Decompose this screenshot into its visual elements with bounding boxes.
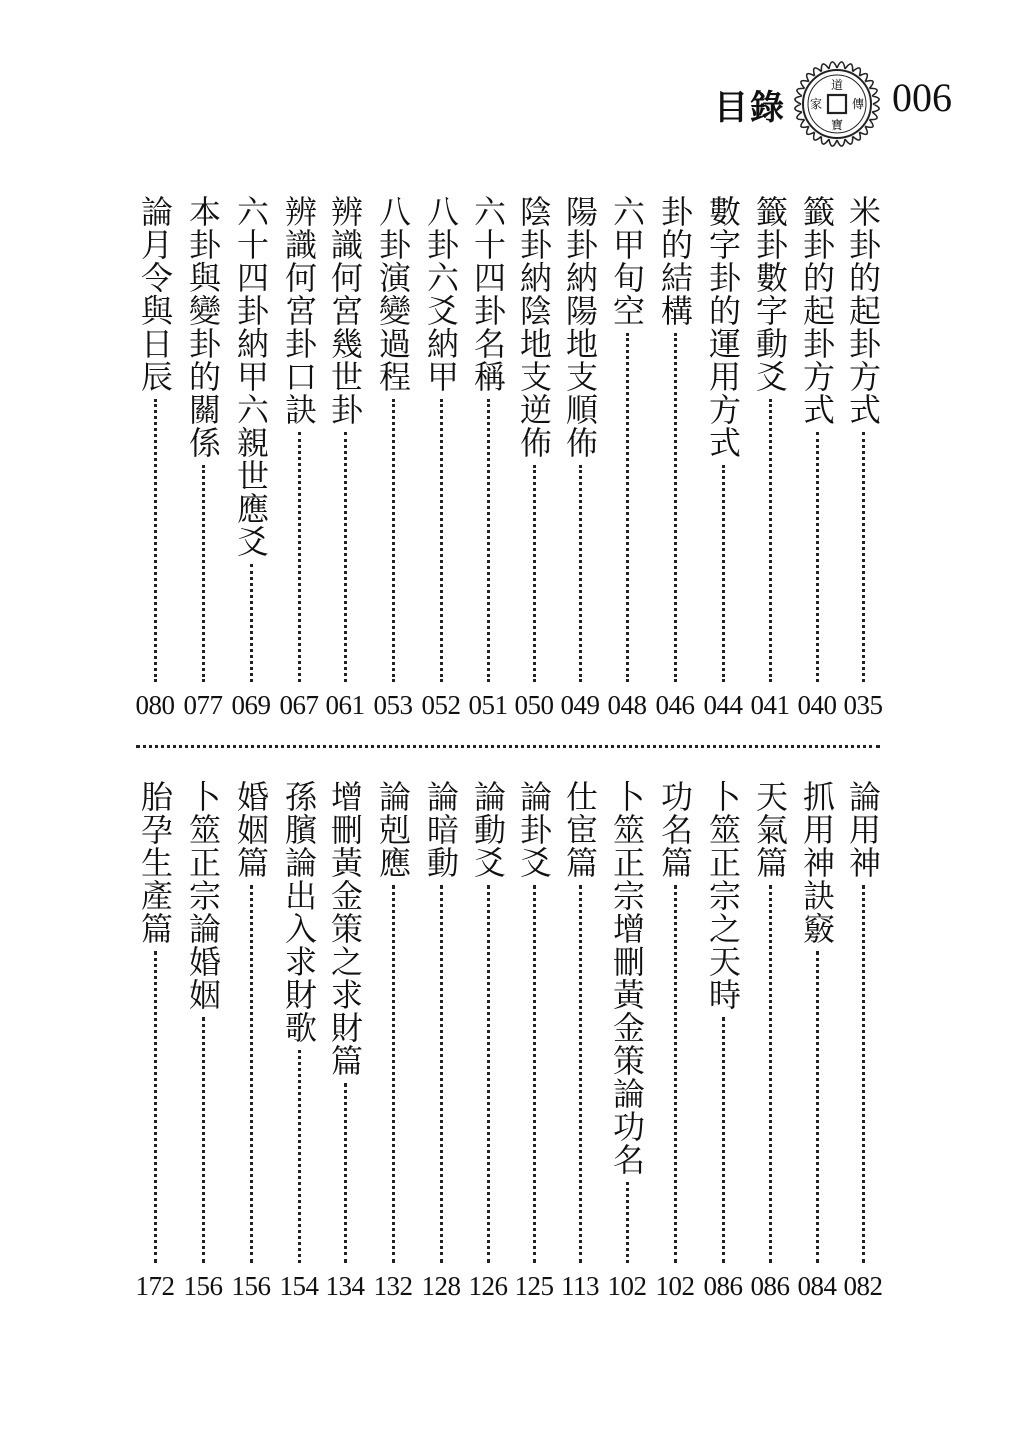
toc-entry-title: 六十四卦納甲六親世應爻 [232,195,270,558]
toc-entry-page: 154 [279,1271,319,1301]
toc-entry-title: 卦的結構 [656,195,694,327]
toc-entry-title: 本卦與變卦的關係 [184,195,222,459]
toc-entry-leader [298,432,301,682]
toc-entry-leader [579,465,582,682]
toc-entry-page: 035 [843,690,883,720]
toc-entry[interactable] [465,780,511,1302]
toc-entry[interactable] [604,195,650,721]
toc-entry-title: 六甲旬空 [608,195,646,327]
toc-entry-page: 040 [797,690,837,720]
toc-entry[interactable] [465,195,511,721]
toc-entry[interactable] [370,195,416,721]
toc-entry-title: 抓用神訣竅 [798,780,836,945]
toc-entry[interactable] [794,780,840,1302]
toc-entry[interactable] [180,195,226,721]
toc-entry[interactable] [276,195,322,721]
toc-entry-leader [202,465,205,682]
toc-entry[interactable] [418,195,464,721]
toc-entry-title: 數字卦的運用方式 [704,195,742,459]
toc-entry-leader [487,885,490,1263]
toc-entry-page: 125 [514,1271,554,1301]
toc-entry-title: 天氣篇 [751,780,789,879]
toc-entry-title: 米卦的起卦方式 [844,195,882,426]
toc-entry-title: 孫臏論出入求財歌 [280,780,318,1044]
coin-character-left: 家 [809,97,823,111]
toc-entry-leader [202,1017,205,1263]
toc-entry-leader [816,951,819,1263]
toc-entry-title: 增刪黃金策之求財篇 [326,780,364,1077]
toc-entry-leader [674,885,677,1263]
coin-character-top: 道 [830,78,844,92]
toc-entry-leader [298,1050,301,1263]
toc-entry[interactable] [604,780,650,1302]
toc-entry-leader [674,333,677,682]
toc-entry-leader [722,465,725,682]
toc-entry[interactable] [132,195,178,721]
toc-entry-title: 論動爻 [469,780,507,879]
toc-entry[interactable] [370,780,416,1302]
toc-entry-title: 仕宦篇 [561,780,599,879]
toc-entry[interactable] [840,780,886,1302]
toc-entry-leader [344,1083,347,1263]
toc-entry-page: 156 [183,1271,223,1301]
toc-entry-page: 134 [325,1271,365,1301]
toc-entry-title: 陽卦納陽地支順佈 [561,195,599,459]
toc-entry-page: 046 [655,690,695,720]
toc-entry-leader [154,951,157,1263]
toc-entry-title: 論暗動 [422,780,460,879]
toc-entry-page: 041 [750,690,790,720]
toc-entry-page: 067 [279,690,319,720]
toc-entry-leader [250,885,253,1263]
toc-entry[interactable] [511,780,557,1302]
toc-entry-title: 八卦六爻納甲 [422,195,460,393]
toc-entry-leader [533,885,536,1263]
toc-entry-leader [440,885,443,1263]
toc-entry-page: 050 [514,690,554,720]
toc-entry-leader [392,399,395,682]
toc-entry-page: 069 [231,690,271,720]
toc-entry-page: 051 [468,690,508,720]
toc-entry-title: 論卦爻 [515,780,553,879]
toc-entry[interactable] [228,780,274,1302]
toc-entry-page: 052 [421,690,461,720]
toc-entry-title: 論月令與日辰 [136,195,174,393]
toc-entry-page: 156 [231,1271,271,1301]
toc-entry[interactable] [511,195,557,721]
toc-entry-title: 六十四卦名稱 [469,195,507,393]
toc-entry-page: 080 [135,690,175,720]
toc-entry-title: 辨識何宮幾世卦 [326,195,364,426]
toc-entry-title: 卜筮正宗之天時 [704,780,742,1011]
toc-entry-page: 053 [373,690,413,720]
toc-entry[interactable] [794,195,840,721]
toc-entry[interactable] [557,780,603,1302]
toc-entry[interactable] [276,780,322,1302]
toc-entry-leader [862,885,865,1263]
toc-entry-leader [154,399,157,682]
toc-entry-leader [626,1182,629,1263]
toc-entry[interactable] [747,195,793,721]
toc-entry-page: 126 [468,1271,508,1301]
toc-entry[interactable] [652,780,698,1302]
toc-entry[interactable] [652,195,698,721]
toc-entry-page: 128 [421,1271,461,1301]
toc-entry-page: 086 [703,1271,743,1301]
toc-entry-leader [344,432,347,682]
toc-entry-page: 077 [183,690,223,720]
toc-entry-leader [769,399,772,682]
toc-entry[interactable] [322,780,368,1302]
coin-character-right: 傳 [851,97,865,111]
toc-entry-leader [769,885,772,1263]
toc-entry-title: 論剋應 [374,780,412,879]
coin-character-bottom: 寶 [830,118,844,132]
toc-entry-title: 籤卦數字動爻 [751,195,789,393]
toc-entry-page: 102 [607,1271,647,1301]
toc-entry-page: 049 [560,690,600,720]
toc-entry-page: 084 [797,1271,837,1301]
toc-entry[interactable] [557,195,603,721]
toc-entry[interactable] [840,195,886,721]
toc-entry-title: 卜筮正宗增刪黃金策論功名 [608,780,646,1176]
toc-entry[interactable] [228,195,274,721]
toc-entry-title: 辨識何宮卦口訣 [280,195,318,426]
toc-entry-title: 功名篇 [656,780,694,879]
section-divider [136,745,880,748]
toc-entry-leader [816,432,819,682]
section-title: 目錄 [714,88,786,128]
toc-entry-page: 102 [655,1271,695,1301]
toc-entry-leader [626,333,629,682]
toc-entry-page: 113 [561,1271,599,1301]
toc-entry[interactable] [747,780,793,1302]
toc-entry-title: 論用神 [844,780,882,879]
toc-entry-leader [487,399,490,682]
toc-entry-leader [579,885,582,1263]
toc-entry-page: 086 [750,1271,790,1301]
toc-entry-title: 卜筮正宗論婚姻 [184,780,222,1011]
toc-entry[interactable] [700,780,746,1302]
toc-entry[interactable] [700,195,746,721]
toc-entry-title: 籤卦的起卦方式 [798,195,836,426]
toc-entry[interactable] [418,780,464,1302]
coin-emblem-icon [786,53,888,155]
toc-entry-leader [533,465,536,682]
toc-entry-page: 132 [373,1271,413,1301]
toc-entry-page: 082 [843,1271,883,1301]
toc-entry-page: 061 [325,690,365,720]
toc-entry-page: 044 [703,690,743,720]
toc-entry-title: 婚姻篇 [232,780,270,879]
toc-entry-title: 胎孕生產篇 [136,780,174,945]
page-number: 006 [892,75,952,120]
toc-entry[interactable] [322,195,368,721]
toc-entry-leader [722,1017,725,1263]
toc-entry-leader [392,885,395,1263]
toc-entry-leader [862,432,865,682]
toc-entry[interactable] [132,780,178,1302]
toc-entry-leader [440,399,443,682]
toc-entry-page: 048 [607,690,647,720]
toc-entry-title: 八卦演變過程 [374,195,412,393]
toc-entry-page: 172 [135,1271,175,1301]
toc-entry-leader [250,564,253,682]
toc-entry[interactable] [180,780,226,1302]
toc-entry-title: 陰卦納陰地支逆佈 [515,195,553,459]
